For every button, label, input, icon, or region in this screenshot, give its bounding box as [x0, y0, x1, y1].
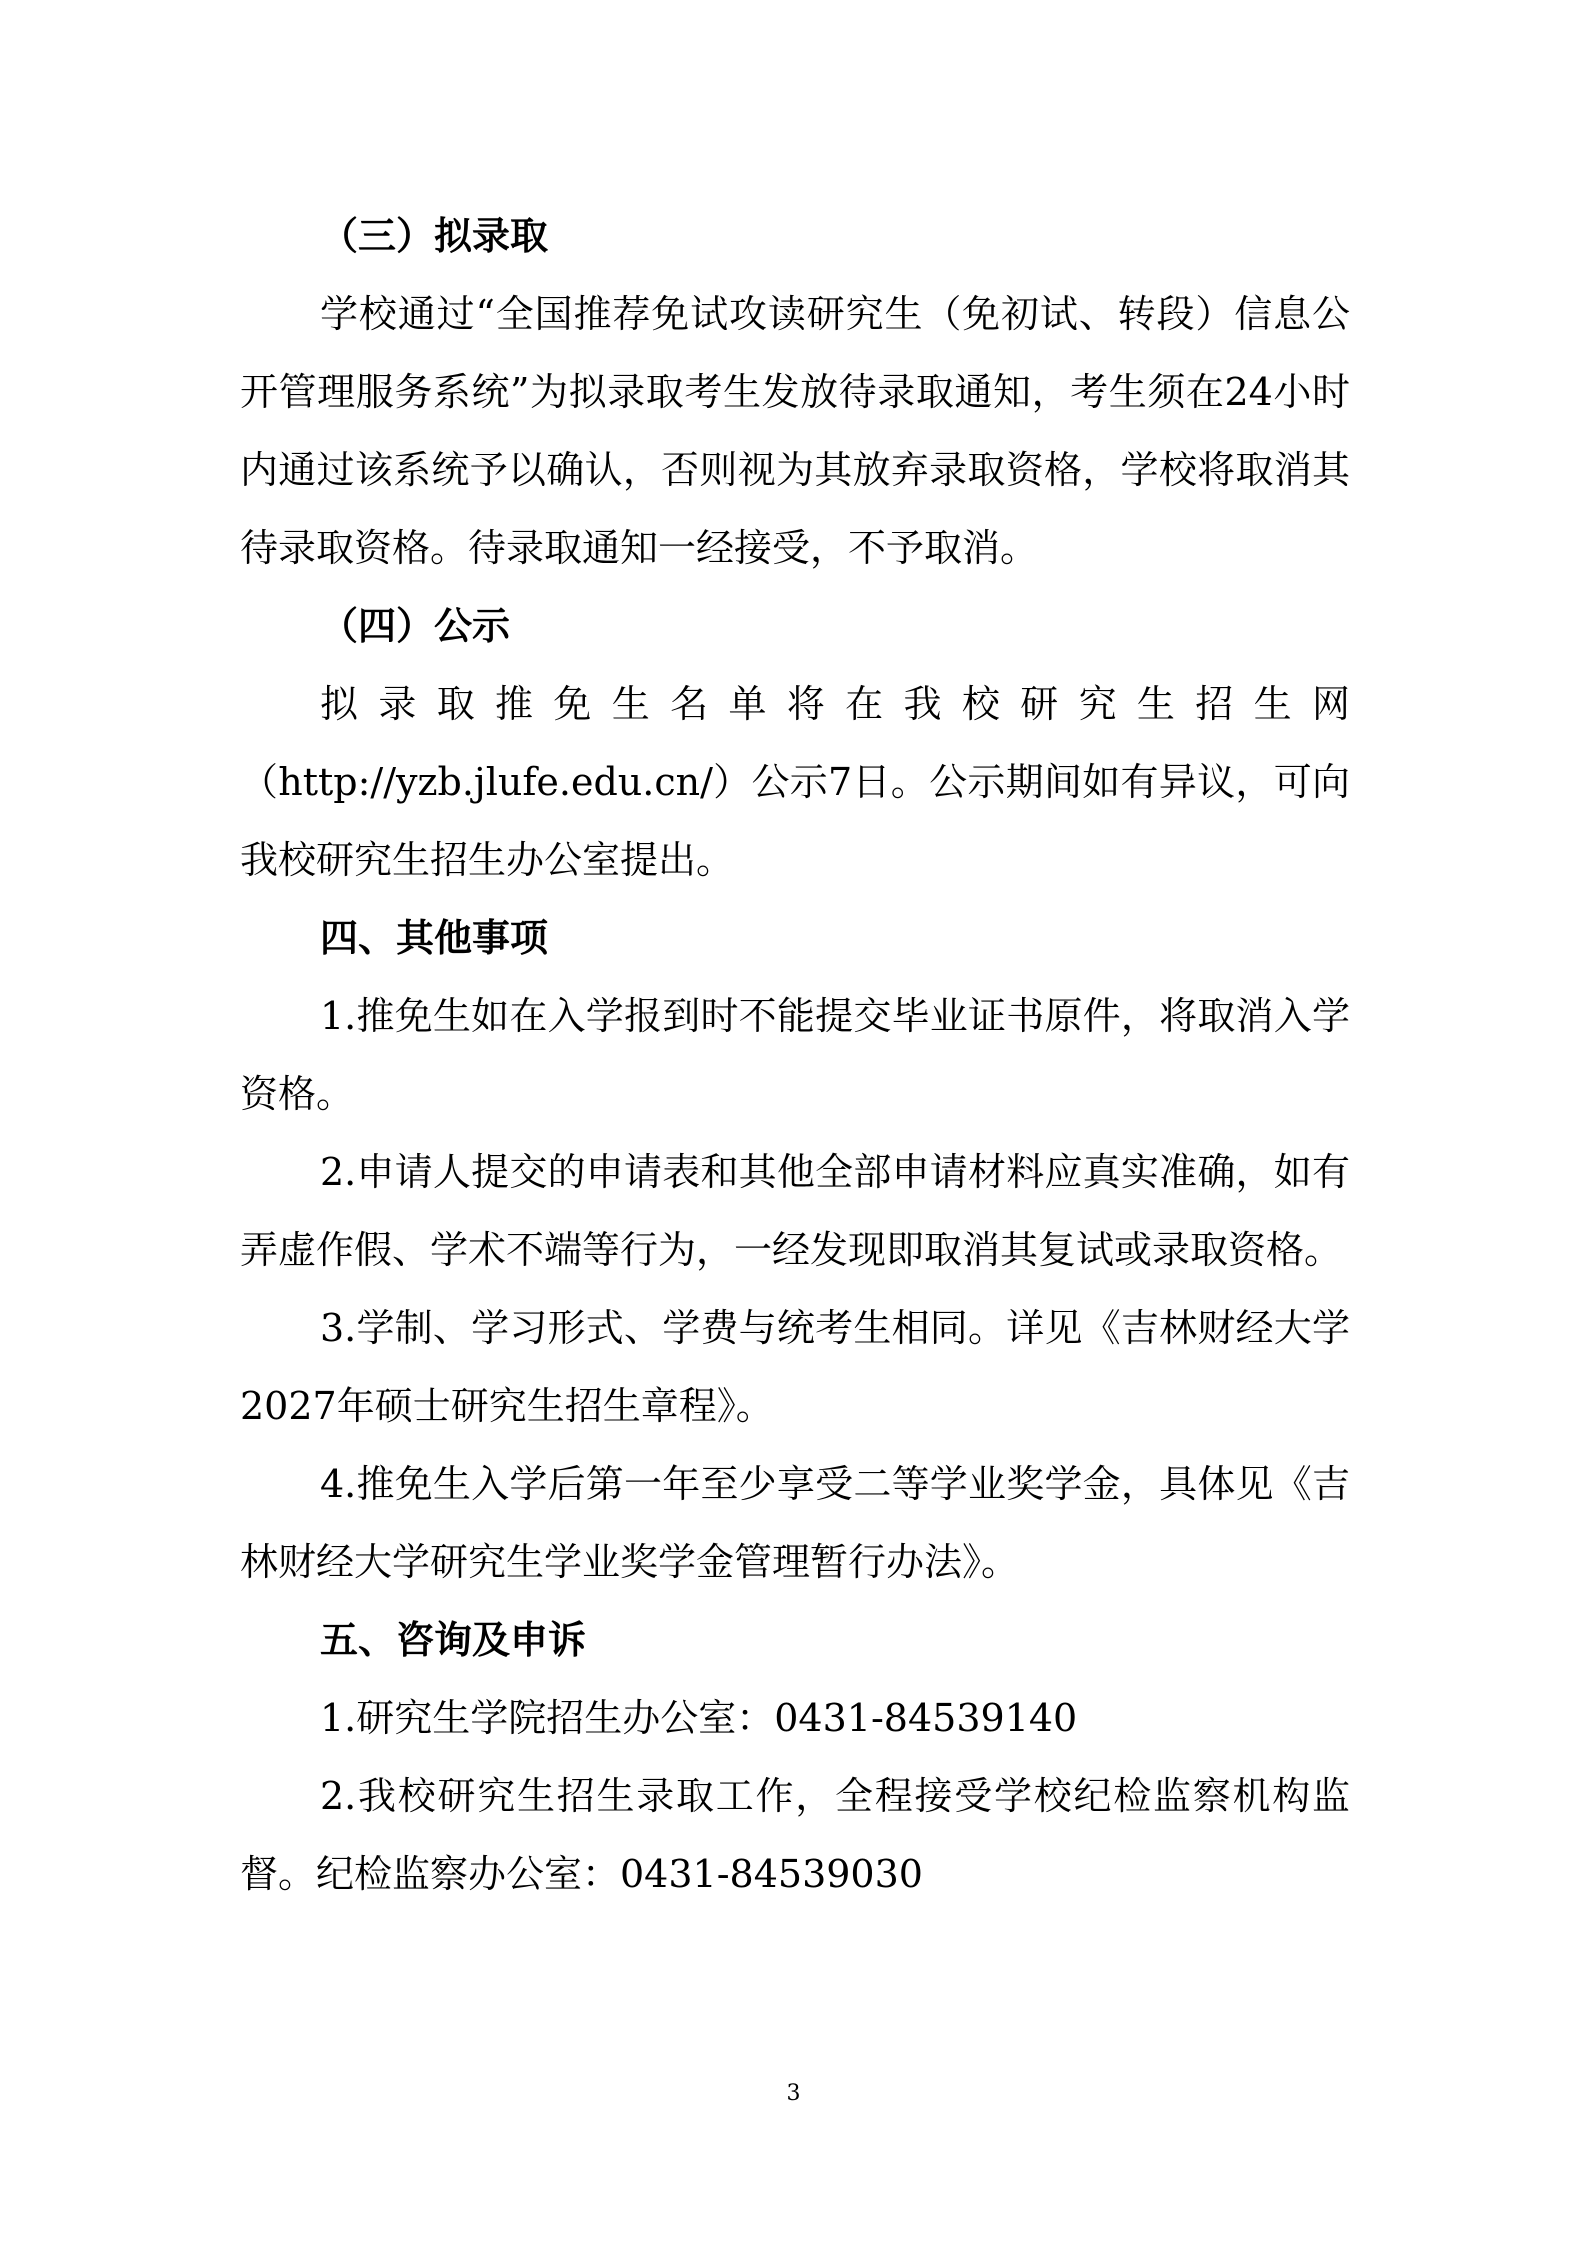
document-body — [240, 197, 1350, 1913]
other-matter-item-2: 2.申请人提交的申请表和其他全部申请材料应真实准确，如有弄虚作假、学术不端等行为，一经发现即取消其复试或录取资格。 — [240, 1150, 1350, 1272]
other-matter-item-3: 3.学制、学习形式、学费与统考生相同。详见《吉林财经大学2027年硕士研究生招生章程》。 — [240, 1306, 1350, 1428]
consultation-item-1: 1.研究生学院招生办公室：0431-84539140 — [320, 1696, 1078, 1740]
consultation-item-2: 2.我校研究生招生录取工作，全程接受学校纪检监察机构监督。纪检监察办公室：0431-84539030 — [240, 1774, 1350, 1896]
paragraph-admission-notice: 学校通过“全国推荐免试攻读研究生（免初试、转段）信息公开管理服务系统”为拟录取考生发放待录取通知，考生须在24小时内通过该系统予以确认，否则视为其放弃录取资格，学校将取消其待录取资格。待录取通知一经接受，不予取消。 — [240, 292, 1350, 570]
paragraph-publicity — [240, 665, 1350, 899]
page-number: 3 — [786, 2081, 801, 2106]
heading-other-matters: 四、其他事项 — [320, 915, 549, 960]
heading-consultation-appeal: 五、咨询及申诉 — [320, 1617, 587, 1662]
other-matter-item-4: 4.推免生入学后第一年至少享受二等学业奖学金，具体见《吉林财经大学研究生学业奖学金管理暂行办法》。 — [240, 1462, 1350, 1584]
subheading-admission: （三）拟录取 — [320, 213, 549, 258]
paragraph-publicity-line1: 拟录取推免生名单将在我校研究生招生网 — [320, 682, 1350, 726]
paragraph-publicity-rest: （http://yzb.jlufe.edu.cn/）公示7日。公示期间如有异议，可向我校研究生招生办公室提出。 — [240, 760, 1350, 882]
other-matter-item-1: 1.推免生如在入学报到时不能提交毕业证书原件，将取消入学资格。 — [240, 994, 1350, 1116]
subheading-publicity: （四）公示 — [320, 603, 511, 648]
